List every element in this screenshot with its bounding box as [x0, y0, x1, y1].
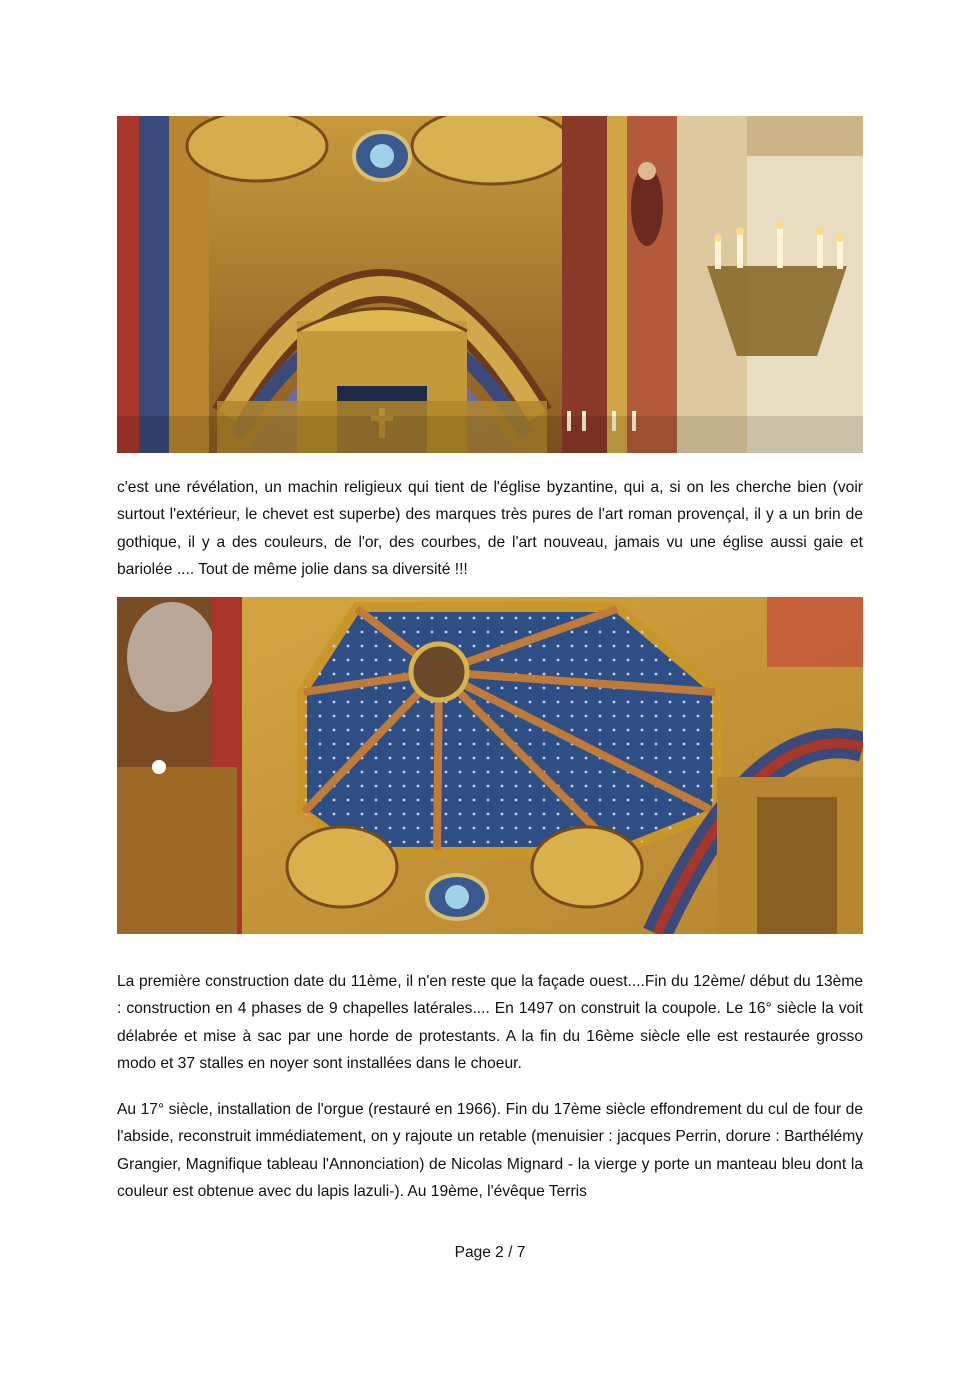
paragraph-description: c'est une révélation, un machin religieux qui tient de l'église byzantine, qui a, si on les cherche bien (voir surtout l'extérieur, le chevet est superbe) des marques très pures de l'art roman provençal, il y a un brin de gothique, il y a des couleurs, de l'or, des courbes, de l'art nouveau, jamais vu une église aussi gaie et bariolée .... Tout de même jolie dans sa diversité !!!: [117, 479, 863, 579]
page-number: Page 2 / 7: [454, 1244, 526, 1261]
paragraph-history-construction: La première construction date du 11ème, il n'en reste que la façade ouest....Fin du 12ème/ début du 13ème : construction en 4 phases de 9 chapelles latérales.... En 1497 on construit la coupole. Le 16° siècle la voit délabrée et mise à sac par une horde de protestants. A la fin du 16ème siècle elle est restaurée grosso modo et 37 stalles en noyer sont installées dans le choeur.: [117, 973, 863, 1073]
church-apse-photo: [117, 116, 863, 453]
paragraph-history-17th-century: Au 17° siècle, installation de l'orgue (restauré en 1966). Fin du 17ème siècle effondrement du cul de four de l'abside, reconstruit immédiatement, on y rajoute un retable (menuisier : jacques Perrin, dorure : Barthélémy Grangier, Magnifique tableau l'Annonciation) de Nicolas Mignard - la vierge y porte un manteau bleu dont la couleur est obtenue avec du lapis lazuli-). Au 19ème, l'évêque Terris: [117, 1101, 863, 1201]
church-dome-photo: [117, 597, 863, 934]
